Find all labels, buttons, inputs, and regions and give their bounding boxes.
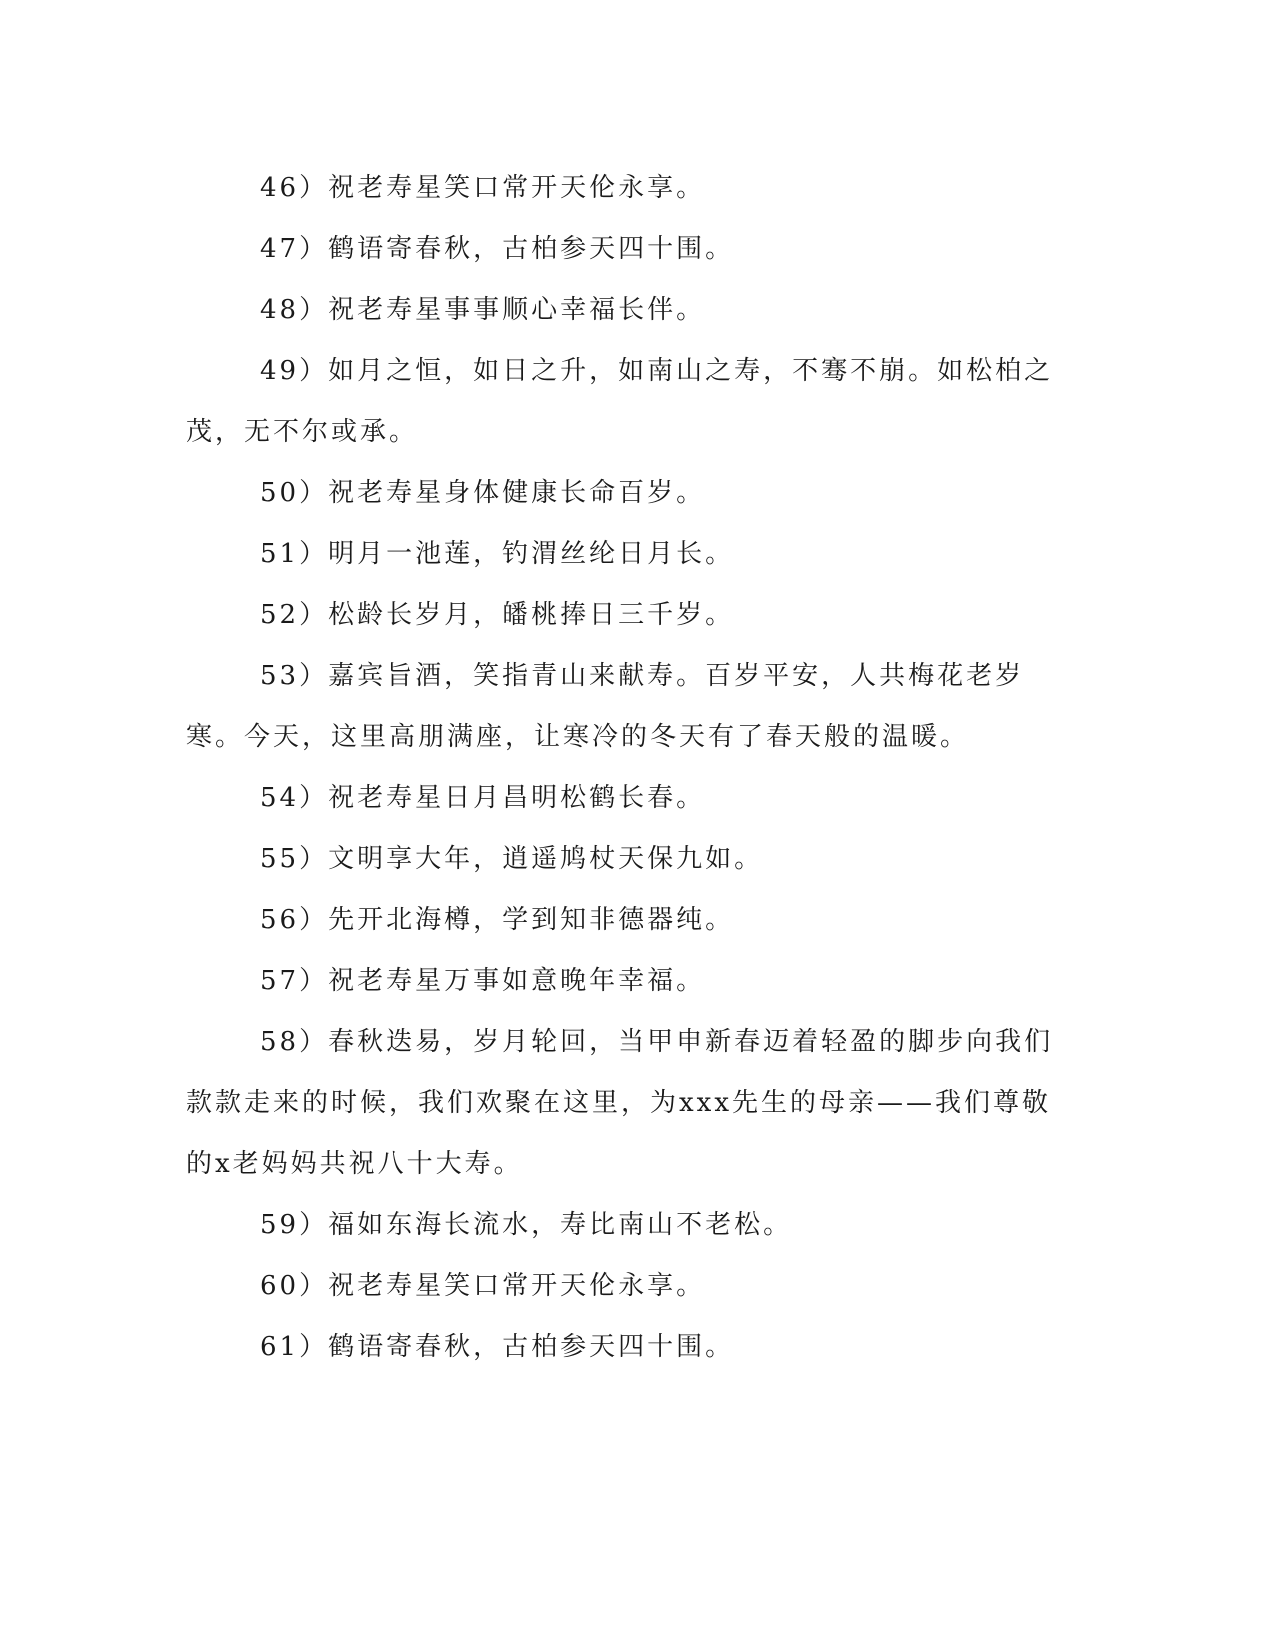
paragraph-59: 59）福如东海长流水，寿比南山不老松。 <box>260 1210 793 1240</box>
paragraph-61: 61）鹤语寄春秋，古柏参天四十围。 <box>260 1332 735 1362</box>
paragraph-51: 51）明月一池莲，钓渭丝纶日月长。 <box>260 539 735 569</box>
document-body <box>186 158 1066 1378</box>
paragraph-55: 55）文明享大年，逍遥鸠杖天保九如。 <box>260 844 764 874</box>
paragraph-60: 60）祝老寿星笑口常开天伦永享。 <box>260 1271 706 1301</box>
paragraph-53: 53）嘉宾旨酒，笑指青山来献寿。百岁平安，人共梅花老岁寒。今天，这里高朋满座，让寒冷的冬天有了春天般的温暖。 <box>186 661 1025 752</box>
paragraph-48: 48）祝老寿星事事顺心幸福长伴。 <box>260 295 706 325</box>
paragraph-58: 58）春秋迭易，岁月轮回，当甲申新春迈着轻盈的脚步向我们款款走来的时候，我们欢聚在这里，为xxx先生的母亲——我们尊敬的x老妈妈共祝八十大寿。 <box>186 1027 1054 1179</box>
paragraph-46: 46）祝老寿星笑口常开天伦永享。 <box>260 173 706 203</box>
paragraph-47: 47）鹤语寄春秋，古柏参天四十围。 <box>260 234 735 264</box>
paragraph-52: 52）松龄长岁月，皤桃捧日三千岁。 <box>260 600 735 630</box>
paragraph-49: 49）如月之恒，如日之升，如南山之寿，不骞不崩。如松柏之茂，无不尔或承。 <box>186 356 1054 447</box>
paragraph-54: 54）祝老寿星日月昌明松鹤长春。 <box>260 783 706 813</box>
paragraph-56: 56）先开北海樽，学到知非德器纯。 <box>260 905 735 935</box>
paragraph-50: 50）祝老寿星身体健康长命百岁。 <box>260 478 706 508</box>
paragraph-57: 57）祝老寿星万事如意晚年幸福。 <box>260 966 706 996</box>
